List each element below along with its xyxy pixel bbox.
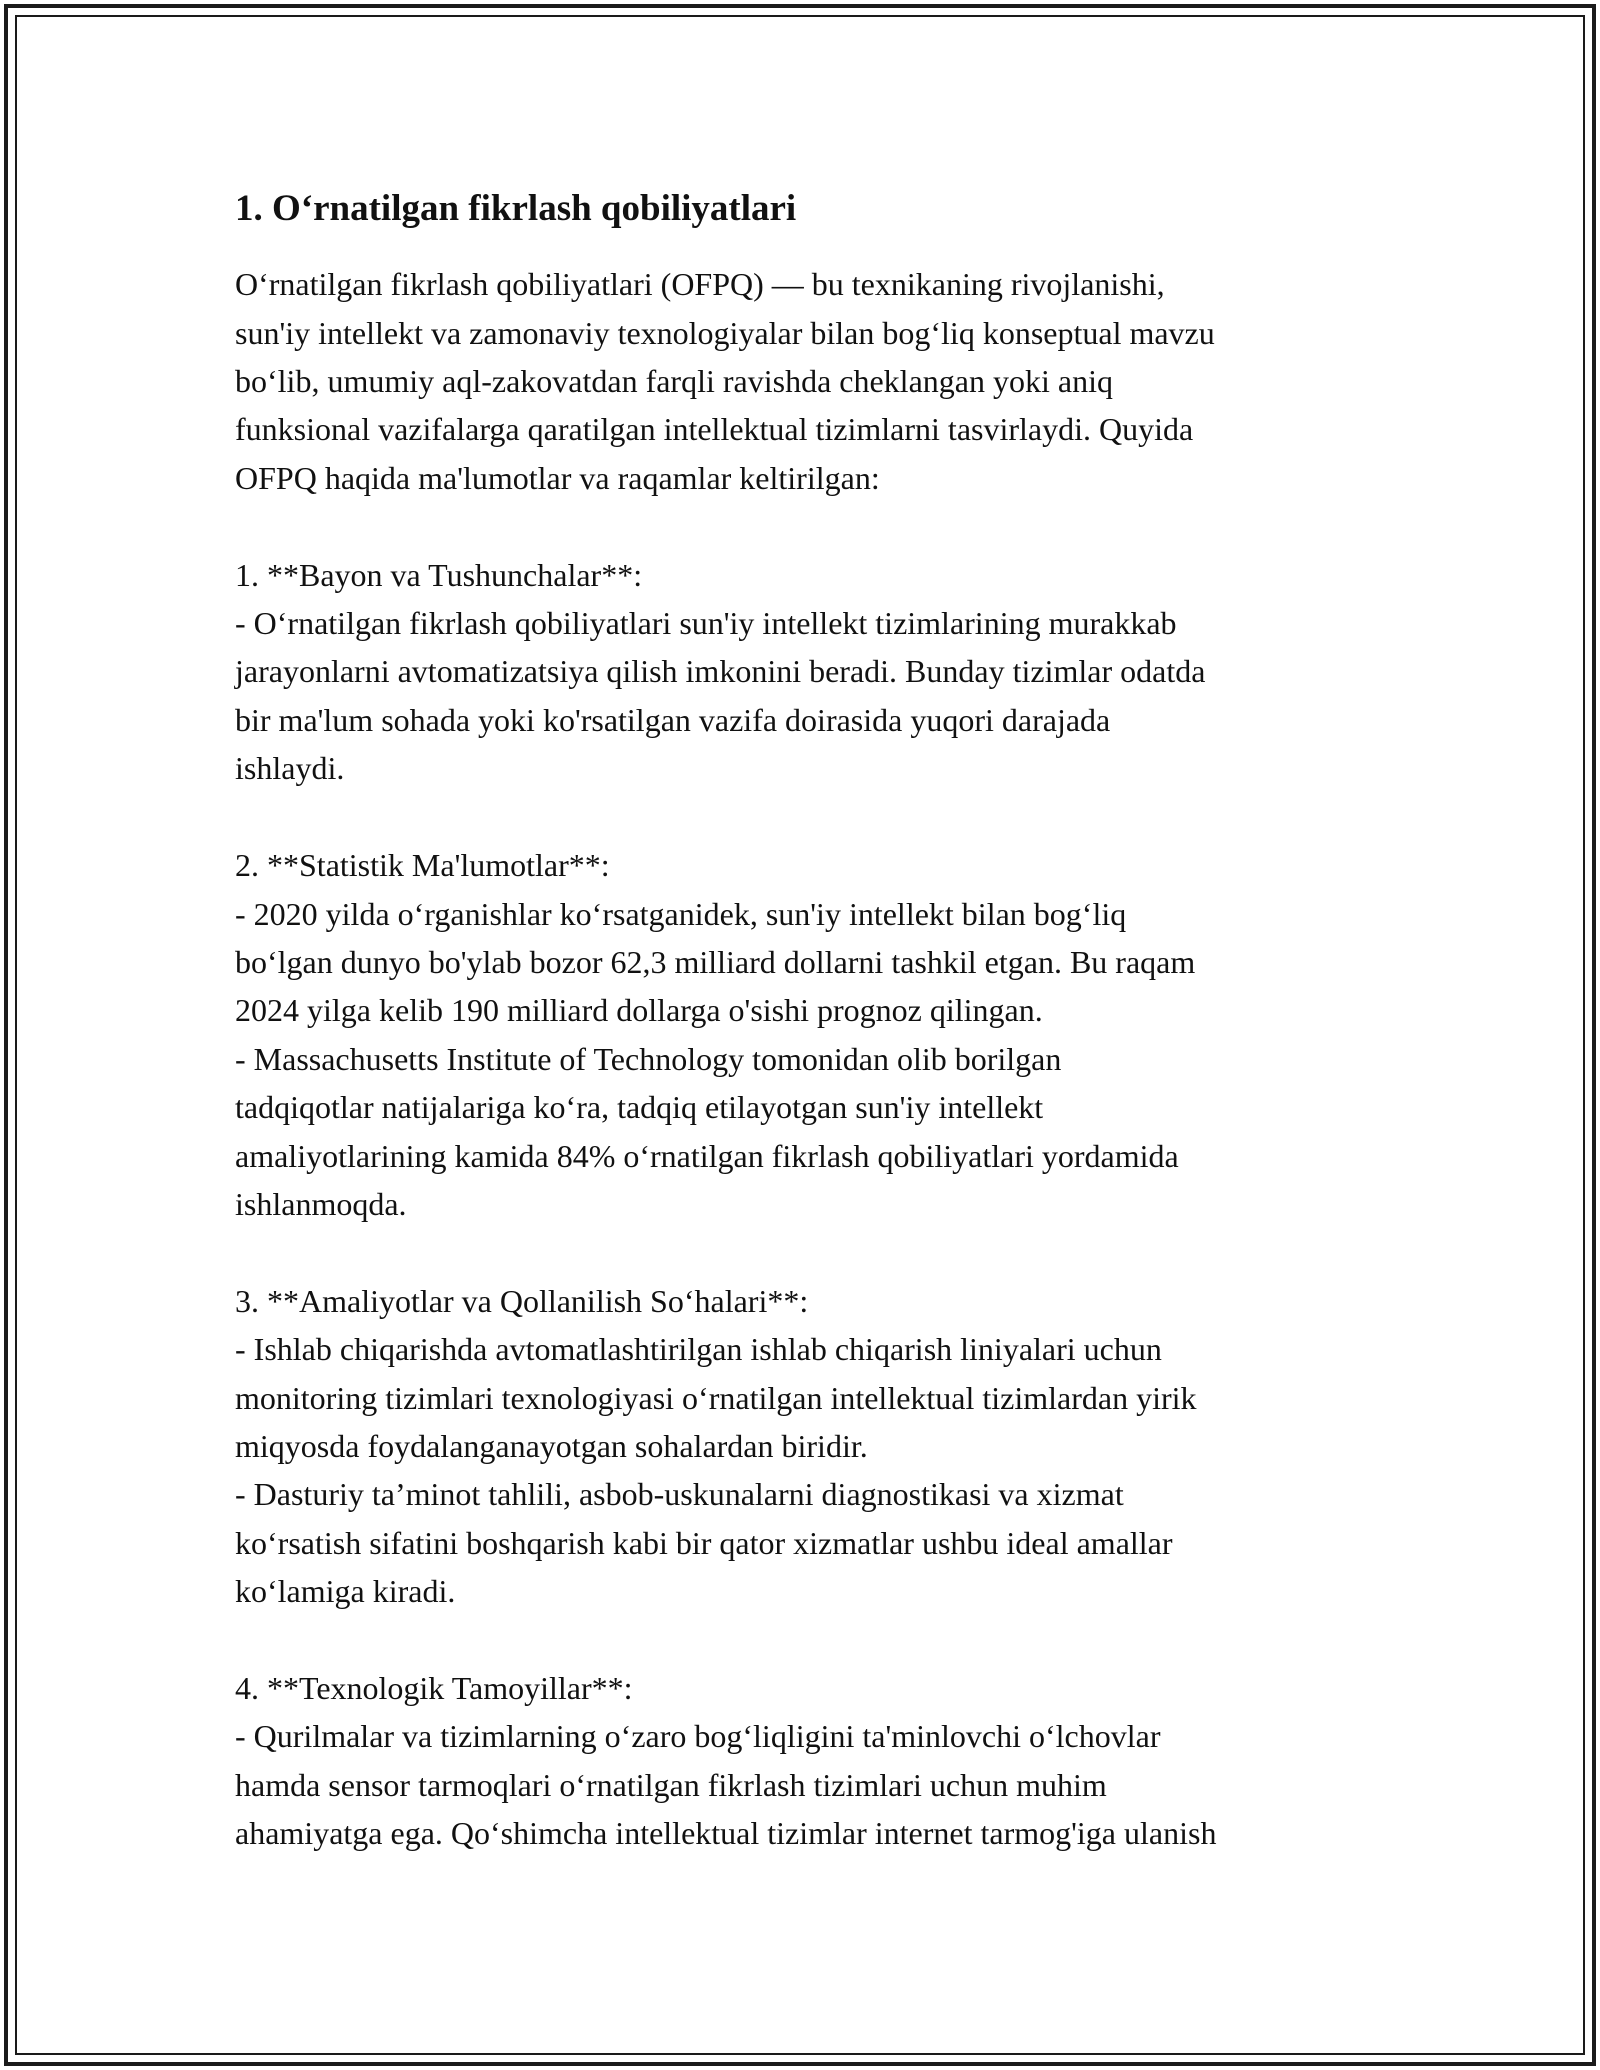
section-2-heading: 2. **Statistik Ma'lumotlar**: <box>235 847 610 884</box>
section-1-item-1: - O‘rnatilgan fikrlash qobiliyatlari sun'iy intellekt tizimlarining murakkab jarayonlarni avtomatizatsiya qilish imkonini beradi. Bunday tizimlar odatda bir ma'lum sohada yoki ko'rsatilgan vazifa doirasida yuqori darajada ishlaydi. <box>235 605 1206 787</box>
section-2-item-2: - Massachusetts Institute of Technology tomonidan olib borilgan tadqiqotlar natijalariga ko‘ra, tadqiq etilayotgan sun'iy intellekt amaliyotlarining kamida 84% o‘rnatilgan fikrlash qobiliyatlari yordamida ishlanmoqda. <box>235 1040 1179 1222</box>
document-title: 1. O‘rnatilgan fikrlash qobiliyatlari <box>235 188 797 229</box>
spacer <box>235 1616 1415 1664</box>
section-3-item-2: - Dasturiy ta’minot tahlili, asbob-uskunalarni diagnostikasi va xizmat ko‘rsatish sifatini boshqarish kabi bir qator xizmatlar ushbu ideal amallar ko‘lamiga kiradi. <box>235 1476 1173 1610</box>
section-3-heading: 3. **Amaliyotlar va Qollanilish So‘halari**: <box>235 1282 809 1319</box>
section-1-heading: 1. **Bayon va Tushunchalar**: <box>235 556 643 593</box>
section-2-item-1: - 2020 yilda o‘rganishlar ko‘rsatganidek, sun'iy intellekt bilan bog‘liq bo‘lgan dunyo bo'ylab bozor 62,3 milliard dollarni tashkil etgan. Bu raqam 2024 yilga kelib 190 milliard dollarga o'sishi prognoz qilingan. <box>235 895 1196 1029</box>
spacer <box>235 1228 1415 1276</box>
spacer <box>235 793 1415 841</box>
intro-paragraph: O‘rnatilgan fikrlash qobiliyatlari (OFPQ) — bu texnikaning rivojlanishi, sun'iy intellekt va zamonaviy texnologiyalar bilan bog‘liq konseptual mavzu bo‘lib, umumiy aql-zakovatdan farqli ravishda cheklangan yoki aniq funksional vazifalarga qaratilgan intellektual tizimlarni tasvirlaydi. Quyida OFPQ haqida ma'lumotlar va raqamlar keltirilgan: <box>235 266 1215 496</box>
spacer <box>235 502 1415 550</box>
section-4-item-1: - Qurilmalar va tizimlarning o‘zaro bog‘liqligini ta'minlovchi o‘lchovlar hamda sensor tarmoqlari o‘rnatilgan fikrlash tizimlari uchun muhim ahamiyatga ega. Qo‘shimcha intellektual tizimlar internet tarmog'iga ulanish <box>235 1718 1217 1852</box>
section-4-heading: 4. **Texnologik Tamoyillar**: <box>235 1669 633 1706</box>
section-3-item-1: - Ishlab chiqarishda avtomatlashtirilgan ishlab chiqarish liniyalari uchun monitoring tizimlari texnologiyasi o‘rnatilgan intellektual tizimlardan yirik miqyosda foydalanganayotgan sohalardan biridir. <box>235 1331 1197 1464</box>
document-body <box>235 186 1415 1858</box>
